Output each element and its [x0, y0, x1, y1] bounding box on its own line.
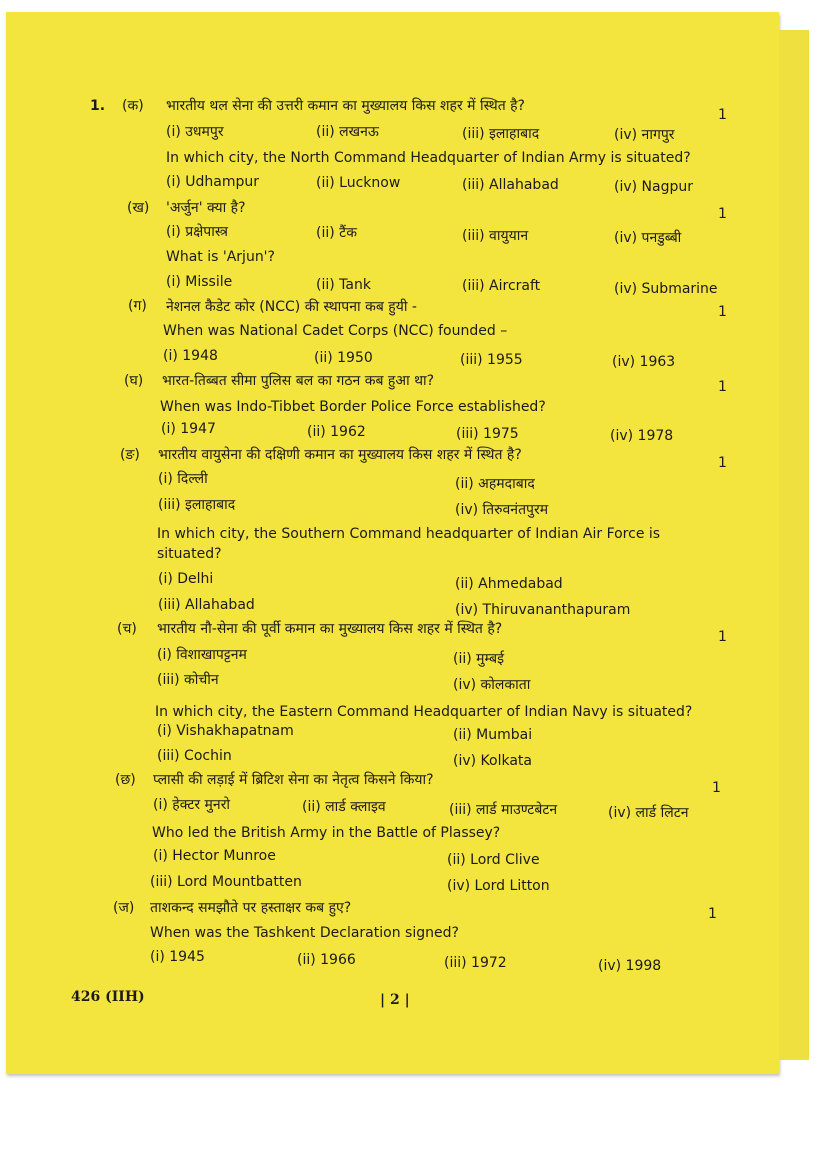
- question-text-hindi: भारतीय नौ-सेना की पूर्वी कमान का मुख्यालय किस शहर में स्थित है?: [157, 621, 503, 637]
- option-english: (iv) Thiruvananthapuram: [455, 602, 631, 618]
- option: (ii) 1962: [307, 424, 366, 440]
- option-hindi: (ii) अहमदाबाद: [455, 476, 535, 492]
- option: (iii) 1975: [456, 426, 519, 442]
- option-english: (iii) Allahabad: [462, 177, 559, 193]
- option-hindi: (i) दिल्ली: [158, 471, 208, 487]
- option-english: (iv) Submarine: [614, 281, 718, 297]
- option-english: (ii) Ahmedabad: [455, 576, 563, 592]
- option: (iii) 1972: [444, 955, 507, 971]
- question-text-english: When was the Tashkent Declaration signed?: [150, 925, 459, 941]
- question-text-english: When was Indo-Tibbet Border Police Force established?: [160, 399, 546, 415]
- question-text-hindi: नेशनल कैडेट कोर (NCC) की स्थापना कब हुयी -: [166, 299, 417, 315]
- option: (iv) 1963: [612, 354, 676, 370]
- question-text-english: In which city, the Southern Command headquarter of Indian Air Force is: [157, 526, 661, 542]
- option: (ii) 1950: [314, 350, 373, 366]
- question-text-hindi: ताशकन्द समझौते पर हस्ताक्षर कब हुए?: [150, 900, 352, 916]
- option-english: (iii) Cochin: [157, 748, 232, 764]
- option-hindi: (ii) लखनऊ: [316, 124, 379, 140]
- question-marks: 1: [718, 455, 727, 471]
- question-marks: 1: [708, 906, 717, 922]
- option-hindi: (ii) लार्ड क्लाइव: [302, 799, 386, 815]
- option: (i) 1945: [150, 949, 205, 965]
- question-text-english: What is 'Arjun'?: [166, 249, 275, 265]
- question-text-english: Who led the British Army in the Battle of Plassey?: [152, 825, 501, 841]
- option-hindi: (iii) इलाहाबाद: [158, 497, 236, 513]
- page-number: | 2 |: [380, 992, 410, 1008]
- option: (i) 1948: [163, 348, 218, 364]
- option-hindi: (iii) इलाहाबाद: [462, 126, 540, 142]
- option-hindi: (i) हेक्टर मुनरो: [153, 797, 231, 813]
- question-label: (ङ): [120, 447, 140, 463]
- question-label: (ख): [127, 200, 150, 216]
- option-english: (ii) Lord Clive: [447, 852, 540, 868]
- option: (iv) 1978: [610, 428, 674, 444]
- question-text-hindi: भारतीय वायुसेना की दक्षिणी कमान का मुख्यालय किस शहर में स्थित है?: [158, 447, 522, 463]
- option-english: (ii) Lucknow: [316, 175, 401, 191]
- question-label: (घ): [124, 373, 144, 389]
- option-english: (iv) Nagpur: [614, 179, 694, 195]
- question-text-english: In which city, the North Command Headquarter of Indian Army is situated?: [166, 150, 691, 166]
- option: (iv) 1998: [598, 958, 662, 974]
- option-english: (i) Missile: [166, 274, 233, 290]
- question-text-hindi: प्लासी की लड़ाई में ब्रिटिश सेना का नेतृत्व किसने किया?: [153, 772, 434, 788]
- option-hindi: (iv) कोलकाता: [453, 677, 531, 693]
- option-hindi: (iv) नागपुर: [614, 127, 675, 143]
- paper-code: 426 (IIH): [71, 989, 145, 1005]
- option-english: (iii) Allahabad: [158, 597, 255, 613]
- option-hindi: (ii) टैंक: [316, 225, 357, 241]
- option-hindi: (ii) मुम्बई: [453, 651, 504, 667]
- option-english: (iii) Aircraft: [462, 278, 541, 294]
- question-marks: 1: [718, 206, 727, 222]
- option-english: (ii) Tank: [316, 277, 371, 293]
- option-hindi: (i) उधमपुर: [166, 124, 224, 140]
- question-label: (छ): [115, 772, 136, 788]
- option-english: (i) Hector Munroe: [153, 848, 276, 864]
- option-hindi: (iii) लार्ड माउण्टबेटन: [449, 802, 558, 818]
- option-english: (iii) Lord Mountbatten: [150, 874, 302, 890]
- paper-edge: [779, 30, 809, 1060]
- option-english: (i) Vishakhapatnam: [157, 723, 294, 739]
- question-label: (च): [117, 621, 137, 637]
- question-label: (ज): [113, 900, 135, 916]
- question-marks: 1: [718, 107, 727, 123]
- question-marks: 1: [718, 379, 727, 395]
- option-hindi: (iv) पनडुब्बी: [614, 230, 682, 246]
- question-text-english: When was National Cadet Corps (NCC) founded –: [163, 323, 508, 339]
- option-hindi: (iv) लार्ड लिटन: [608, 805, 689, 821]
- option: (iii) 1955: [460, 352, 523, 368]
- option-english: (ii) Mumbai: [453, 727, 533, 743]
- question-number: 1.: [90, 98, 106, 114]
- question-text-english: In which city, the Eastern Command Headquarter of Indian Navy is situated?: [155, 704, 693, 720]
- option-english: (i) Udhampur: [166, 174, 260, 190]
- question-label: (ग): [128, 298, 147, 314]
- option: (i) 1947: [161, 421, 216, 437]
- question-text-english: situated?: [157, 546, 222, 562]
- option-hindi: (iv) तिरुवनंतपुरम: [455, 502, 549, 518]
- question-label: (क): [122, 98, 144, 114]
- option-english: (iv) Lord Litton: [447, 878, 550, 894]
- question-marks: 1: [718, 629, 727, 645]
- option-hindi: (i) विशाखापट्टनम: [157, 647, 247, 663]
- question-marks: 1: [712, 780, 721, 796]
- question-marks: 1: [718, 304, 727, 320]
- question-text-hindi: भारत-तिब्बत सीमा पुलिस बल का गठन कब हुआ था?: [162, 373, 435, 389]
- option-hindi: (iii) कोचीन: [157, 672, 219, 688]
- option-hindi: (i) प्रक्षेपास्त्र: [166, 224, 229, 240]
- option: (ii) 1966: [297, 952, 356, 968]
- option-english: (i) Delhi: [158, 571, 214, 587]
- question-text-hindi: 'अर्जुन' क्या है?: [166, 200, 246, 216]
- option-hindi: (iii) वायुयान: [462, 228, 529, 244]
- question-text-hindi: भारतीय थल सेना की उत्तरी कमान का मुख्यालय किस शहर में स्थित है?: [166, 98, 525, 114]
- option-english: (iv) Kolkata: [453, 753, 532, 769]
